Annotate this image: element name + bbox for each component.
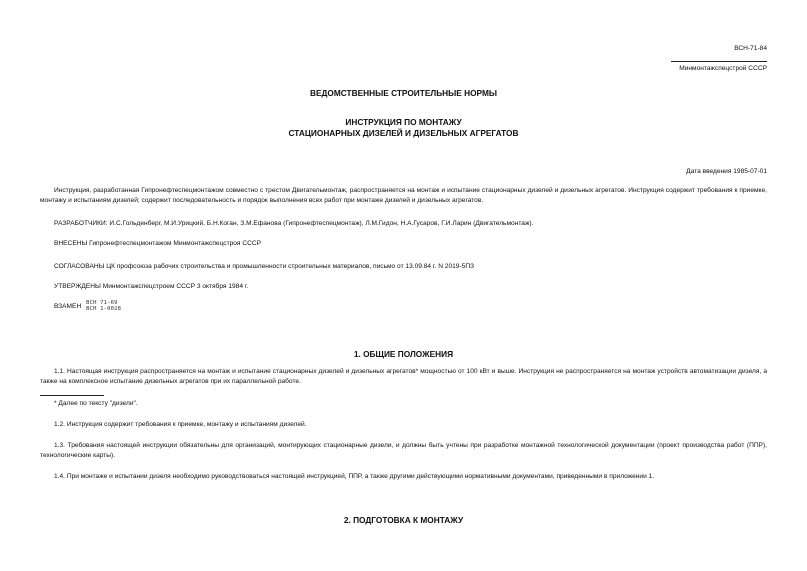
instruction-title-line1: ИНСТРУКЦИЯ ПО МОНТАЖУ — [345, 117, 462, 127]
replaces-label: ВЗАМЕН — [54, 302, 82, 310]
section2-heading: 2. ПОДГОТОВКА К МОНТАЖУ — [343, 515, 464, 525]
introduced-by-text: ВНЕСЕНЫ Гипронефтеспецмонтажом Минмонтажспецстроя СССР — [54, 240, 262, 247]
document-code: ВСН-71-84 — [734, 45, 767, 52]
replaces-block — [54, 300, 767, 312]
footnote-text: * Далее по тексту "дизели". — [54, 400, 138, 407]
footnote-divider — [40, 395, 104, 396]
intro-paragraph: Инструкция, разработанная Гипронефтеспецмонтажом совместно с трестом Двигательмонтаж, распространяется на монтаж и испытание стационарных дизелей и дизельных агрегатов. Инструкция содержит требования к приемке, монтажу и испытаниям дизелей; содержит последовательность и порядок выполнения всех работ при монтаже дизелей и дизельных агрегатов. — [40, 187, 767, 205]
paragraph-1-4: 1.4. При монтаже и испытании дизеля необходимо руководствоваться настоящей инструкцией, ППР, а также другими действующими нормативными документами, приведенными в приложении 1. — [54, 473, 655, 480]
agreed-text: СОГЛАСОВАНЫ ЦК профсоюза рабочих строительства и промышленности строительных материалов, письмо от 13.09.84 г. N 2019-5ПЗ — [54, 263, 475, 270]
paragraph-1-3: 1.3. Требования настоящей инструкции обязательны для организаций, монтирующих стационарные дизели, и должны быть учтены при разработке монтажной технологической документации (проект производства работ (ППР), технологические карты). — [40, 442, 767, 460]
header-divider — [671, 61, 767, 62]
replaced-document-2: ВСН 1-0028 — [86, 306, 122, 312]
section1-heading: 1. ОБЩИЕ ПОЛОЖЕНИЯ — [353, 349, 454, 359]
effective-date: Дата введения 1985-07-01 — [686, 168, 767, 175]
instruction-title-line2: СТАЦИОНАРНЫХ ДИЗЕЛЕЙ И ДИЗЕЛЬНЫХ АГРЕГАТОВ — [288, 128, 519, 138]
replaced-documents-stamp — [86, 300, 121, 312]
replaced-document-1: ВСН 71-69 — [86, 300, 118, 306]
issuing-ministry: Минмонтажспецстрой СССР — [679, 65, 767, 72]
developers-text: РАЗРАБОТЧИКИ: И.С.Гольденберг, М.И.Урицкий, Б.Н.Коган, З.М.Ефанова (Гипронефтеспецмонтаж), Л.М.Гидон, Н.А.Гусаров, Г.И.Ларин (Двигательмонтаж). — [54, 220, 534, 227]
paragraph-1-1: 1.1. Настоящая инструкция распространяется на монтаж и испытание стационарных дизелей и дизельных агрегатов* мощностью от 100 кВт и выше. Инструкция не распространяется на монтаж устройств автоматизации дизеля, а также на комплексное испытание дизельных агрегатов при их параллельной работе. — [40, 368, 767, 386]
approved-text: УТВЕРЖДЕНЫ Минмонтажспецстроем СССР 3 октября 1984 г. — [54, 283, 249, 290]
norms-title: ВЕДОМСТВЕННЫЕ СТРОИТЕЛЬНЫЕ НОРМЫ — [309, 88, 498, 98]
paragraph-1-2: 1.2. Инструкция содержит требования к приемке, монтажу и испытаниям дизелей. — [54, 421, 307, 428]
